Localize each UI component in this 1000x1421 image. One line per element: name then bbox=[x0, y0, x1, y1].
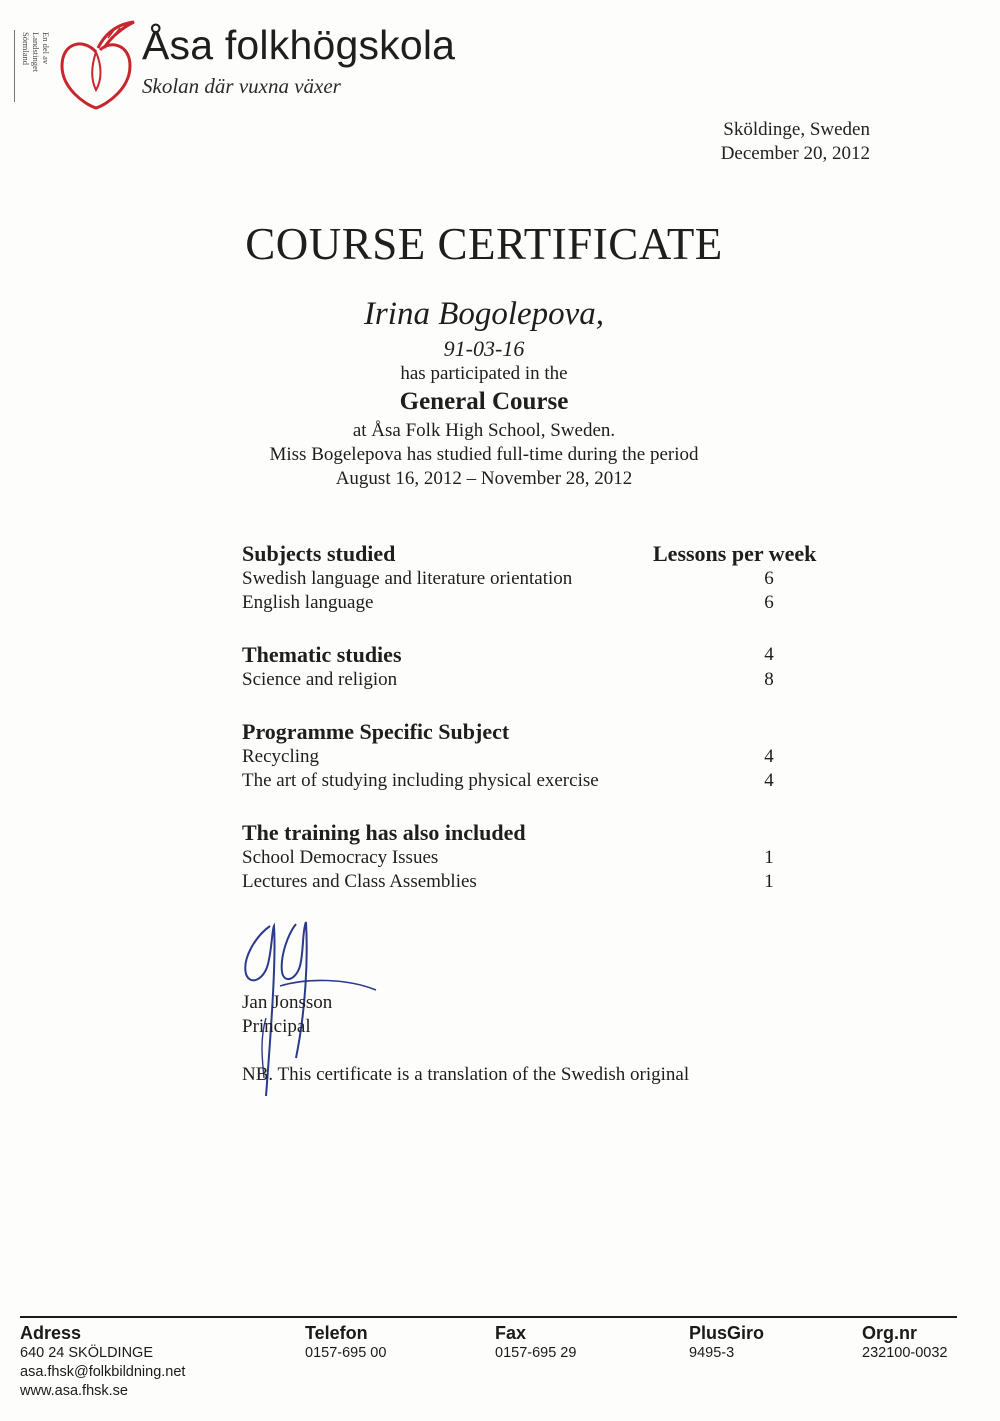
subject-label: School Democracy Issues bbox=[242, 847, 439, 868]
study-period: August 16, 2012 – November 28, 2012 bbox=[335, 468, 633, 489]
footer-line: 9495-3 bbox=[689, 1345, 735, 1361]
subject-label: Recycling bbox=[242, 746, 320, 767]
birth-date: 91-03-16 bbox=[443, 336, 525, 361]
lessons-value: 6 bbox=[764, 592, 774, 613]
subject-label: English language bbox=[242, 592, 374, 613]
school-tagline: Skolan där vuxna växer bbox=[142, 74, 341, 98]
subject-label: Swedish language and literature orientation bbox=[242, 568, 573, 589]
place-date-block bbox=[721, 118, 870, 166]
school-logo-icon bbox=[56, 18, 136, 110]
section-heading-label: Programme Specific Subject bbox=[242, 719, 510, 744]
side-note bbox=[14, 30, 55, 102]
footer-heading: Org.nr bbox=[862, 1323, 918, 1343]
footer-divider bbox=[20, 1316, 957, 1318]
footer-telefon bbox=[305, 1322, 386, 1363]
subject-row bbox=[242, 870, 842, 894]
footer-heading: PlusGiro bbox=[689, 1323, 765, 1343]
signatory-name: Jan Jonsson bbox=[242, 992, 333, 1013]
school-text: at Åsa Folk High School, Sweden. bbox=[352, 420, 616, 441]
subject-row bbox=[242, 769, 842, 793]
participated-text: has participated in the bbox=[400, 363, 568, 384]
footer-heading: Telefon bbox=[305, 1323, 368, 1343]
lessons-value: 4 bbox=[764, 770, 774, 791]
section-heading-label: Thematic studies bbox=[242, 642, 402, 667]
translation-note: NB. This certificate is a translation of the Swedish original bbox=[242, 1064, 690, 1085]
lessons-value: 8 bbox=[764, 669, 774, 690]
section-heading-label: The training has also included bbox=[242, 820, 526, 845]
student-name: Irina Bogolepova, bbox=[363, 296, 605, 332]
section-heading bbox=[242, 540, 842, 567]
subject-label: The art of studying including physical exercise bbox=[242, 770, 599, 791]
section-heading bbox=[242, 641, 842, 668]
lessons-value: 4 bbox=[764, 746, 774, 767]
footer-line: 232100-0032 bbox=[862, 1345, 948, 1361]
footer-orgnr bbox=[862, 1322, 947, 1363]
footer-heading: Fax bbox=[495, 1323, 527, 1343]
footer-line: 0157-695 29 bbox=[495, 1345, 577, 1361]
footer-plusgiro bbox=[689, 1322, 764, 1363]
subject-row bbox=[242, 846, 842, 870]
course-name: General Course bbox=[399, 388, 569, 415]
section-heading bbox=[242, 718, 842, 745]
side-note-text: En del av Landstinget Sörmland bbox=[21, 32, 51, 73]
lessons-value: 4 bbox=[764, 644, 774, 665]
footer-heading: Adress bbox=[20, 1323, 82, 1343]
certificate-title: COURSE CERTIFICATE bbox=[245, 219, 723, 269]
lessons-per-week-header: Lessons per week bbox=[653, 541, 817, 566]
subject-row bbox=[242, 567, 842, 591]
section-heading bbox=[242, 819, 842, 846]
lessons-value: 1 bbox=[764, 871, 774, 892]
footer-website[interactable]: www.asa.fhsk.se bbox=[20, 1383, 128, 1399]
study-text: Miss Bogelepova has studied full-time during the period bbox=[269, 444, 699, 465]
subject-label: Lectures and Class Assemblies bbox=[242, 871, 477, 892]
subjects-table bbox=[242, 540, 842, 894]
footer-fax bbox=[495, 1322, 576, 1363]
subject-row bbox=[242, 745, 842, 769]
subject-row bbox=[242, 591, 842, 615]
lessons-value: 1 bbox=[764, 847, 774, 868]
footer-address bbox=[20, 1322, 185, 1401]
lessons-value: 6 bbox=[764, 568, 774, 589]
school-name: Åsa folkhögskola bbox=[142, 22, 456, 68]
footer-line: 640 24 SKÖLDINGE bbox=[20, 1345, 153, 1361]
footer-email[interactable]: asa.fhsk@folkbildning.net bbox=[20, 1364, 186, 1380]
section-heading-label: Subjects studied bbox=[242, 541, 396, 566]
issue-date: December 20, 2012 bbox=[720, 143, 870, 164]
footer-line: 0157-695 00 bbox=[305, 1345, 387, 1361]
place: Sköldinge, Sweden bbox=[723, 119, 870, 140]
subject-row bbox=[242, 668, 842, 692]
subject-label: Science and religion bbox=[242, 669, 398, 690]
signatory-role: Principal bbox=[242, 1016, 311, 1037]
